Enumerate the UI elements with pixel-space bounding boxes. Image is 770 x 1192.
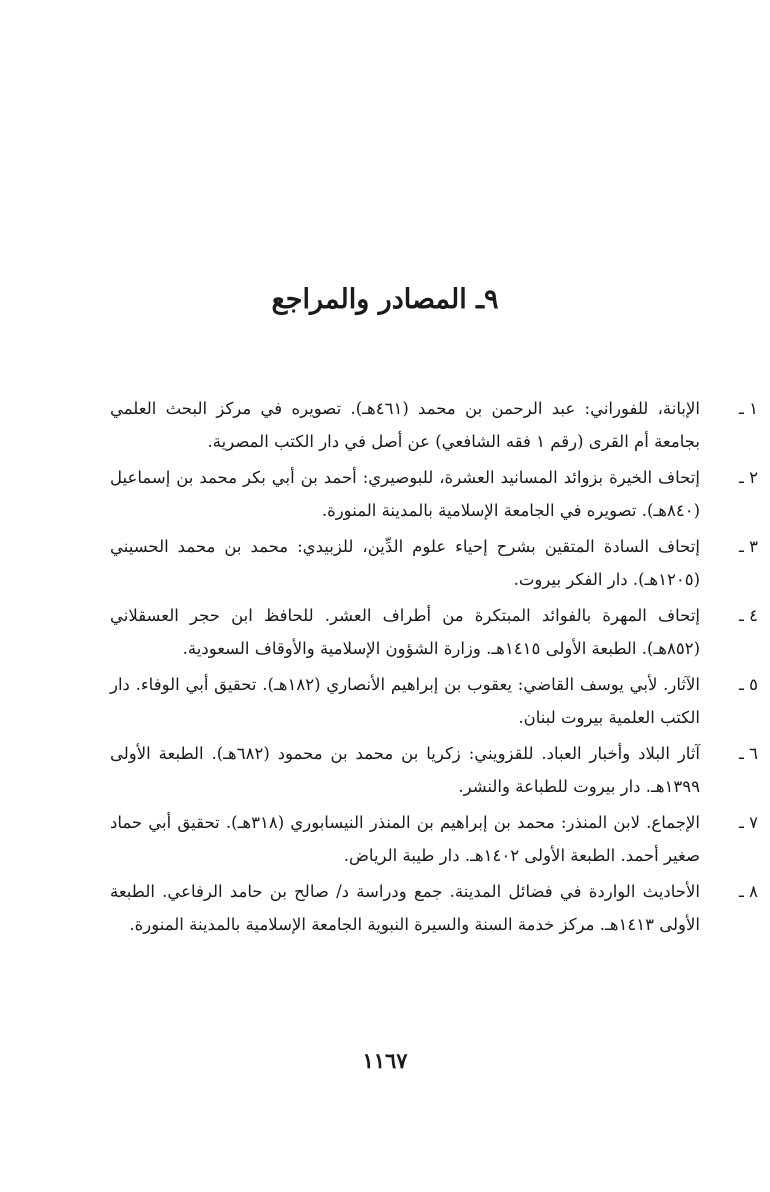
reference-item bbox=[110, 737, 758, 803]
reference-item bbox=[110, 461, 758, 527]
reference-item bbox=[110, 392, 758, 458]
reference-text: الأحاديث الواردة في فضائل المدينة. جمع ودراسة د/ صالح بن حامد الرفاعي. الطبعة الأولى ١٤١٣هـ. مركز خدمة السنة والسيرة النبوية الجامعة الإسلامية بالمدينة المنورة. bbox=[110, 882, 700, 934]
reference-text: الإبانة، للفوراني: عبد الرحمن بن محمد (٤٦١هـ). تصويره في مركز البحث العلمي بجامعة أم القرى (رقم ١ فقه الشافعي) عن أصل في دار الكتب المصرية. bbox=[110, 399, 700, 451]
reference-number: ٢ ـ bbox=[739, 468, 758, 487]
reference-text: الإجماع. لابن المنذر: محمد بن إبراهيم بن المنذر النيسابوري (٣١٨هـ). تحقيق أبي حماد صغير أحمد. الطبعة الأولى ١٤٠٢هـ. دار طيبة الرياض. bbox=[110, 813, 701, 865]
reference-text: إتحاف السادة المتقين بشرح إحياء علوم الدِّين، للزبيدي: محمد بن محمد الحسيني (١٢٠٥هـ). دار الفكر بيروت. bbox=[110, 537, 700, 589]
reference-text: الآثار. لأبي يوسف القاضي: يعقوب بن إبراهيم الأنصاري (١٨٢هـ). تحقيق أبي الوفاء. دار الكتب العلمية بيروت لبنان. bbox=[110, 675, 700, 727]
reference-number: ٦ ـ bbox=[739, 744, 758, 763]
reference-number: ٨ ـ bbox=[739, 882, 758, 901]
reference-item bbox=[110, 530, 758, 596]
reference-number: ٥ ـ bbox=[739, 675, 758, 694]
reference-number: ٣ ـ bbox=[739, 537, 758, 556]
reference-item bbox=[110, 806, 758, 872]
reference-text: إتحاف المهرة بالفوائد المبتكرة من أطراف العشر. للحافظ ابن حجر العسقلاني (٨٥٢هـ). الطبعة الأولى ١٤١٥هـ. وزارة الشؤون الإسلامية والأوقاف السعودية. bbox=[110, 606, 700, 658]
reference-number: ١ ـ bbox=[739, 399, 758, 418]
reference-number: ٤ ـ bbox=[739, 606, 758, 625]
reference-item bbox=[110, 599, 758, 665]
section-heading: ٩ـ المصادر والمراجع bbox=[271, 284, 499, 315]
page-number: ١١٦٧ bbox=[362, 1048, 408, 1073]
reference-text: آثار البلاد وأخبار العباد. للقزويني: زكريا بن محمد بن محمود (٦٨٢هـ). الطبعة الأولى ١٣٩٩هـ. دار بيروت للطباعة والنشر. bbox=[110, 744, 700, 796]
reference-number: ٧ ـ bbox=[739, 813, 758, 832]
references-list bbox=[110, 392, 758, 944]
reference-item bbox=[110, 668, 758, 734]
reference-item bbox=[110, 875, 758, 941]
reference-text: إتحاف الخيرة بزوائد المسانيد العشرة، للبوصيري: أحمد بن أبي بكر محمد بن إسماعيل (٨٤٠هـ). تصويره في الجامعة الإسلامية بالمدينة المنورة. bbox=[110, 468, 700, 520]
